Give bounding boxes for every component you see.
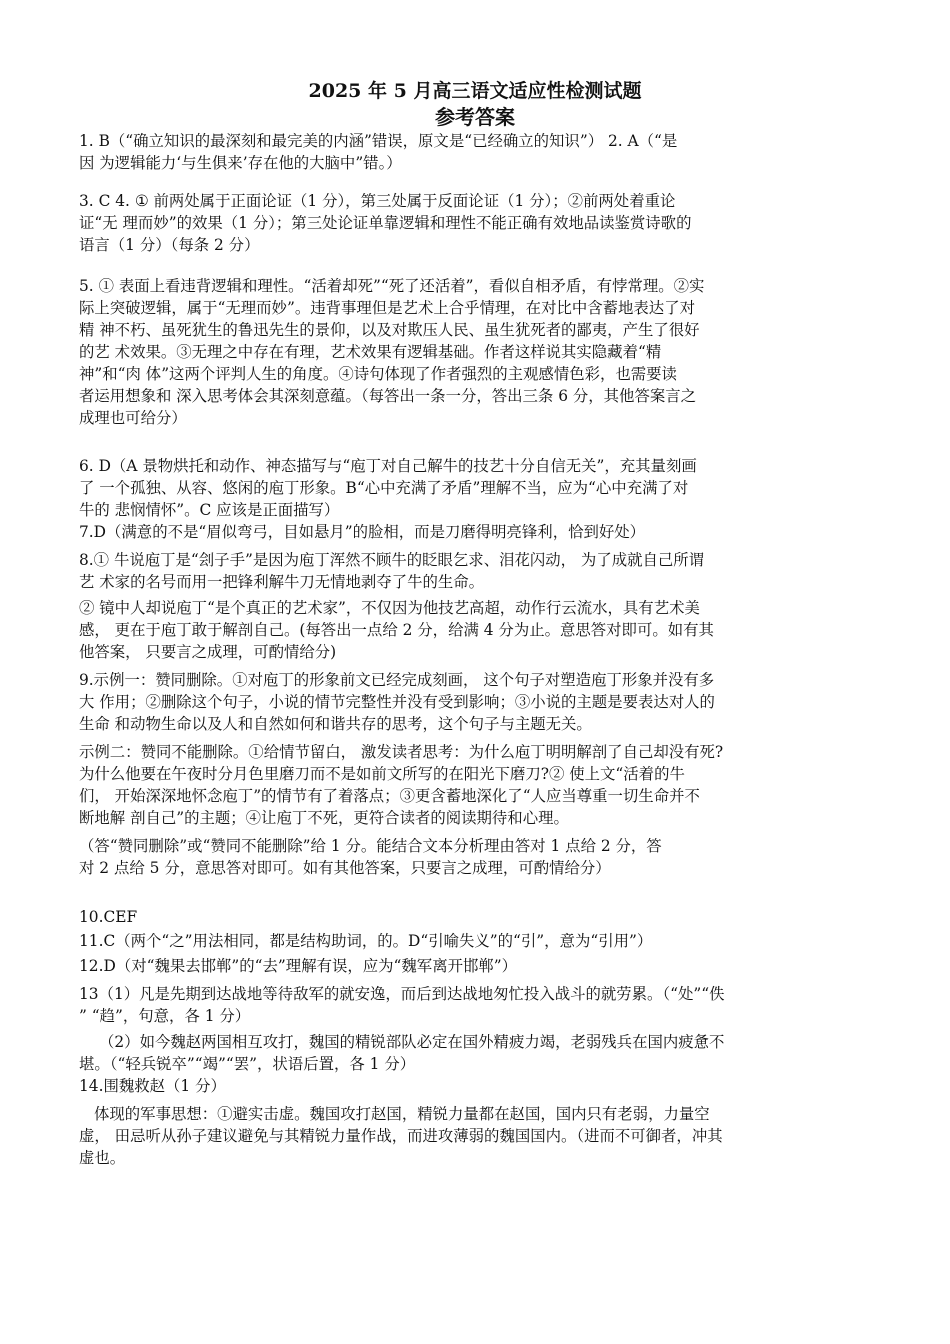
document-title: 2025 年 5 月高三语文适应性检测试题	[308, 80, 642, 102]
answer-line: 9.示例一：赞同删除。①对庖丁的形象前文已经完成刻画， 这个句子对塑造庖丁形象并没有多	[79, 671, 715, 689]
answer-line: 对 2 点给 5 分，意思答对即可。如有其他答案，只要言之成理，可酌情给分）	[79, 859, 611, 877]
answer-line: 神”和“肉 体”这两个评判人生的角度。④诗句体现了作者强烈的主观感情色彩，也需要读	[79, 365, 677, 383]
answer-line: 虚也。	[79, 1149, 126, 1167]
answer-line: 牛的 悲悯情怀”。C 应该是正面描写）	[79, 501, 340, 519]
answer-line: 因 为逻辑能力‘与生俱来’存在他的大脑中”错。）	[79, 154, 402, 172]
answer-line: 6. D（A 景物烘托和动作、神态描写与“庖丁对自己解牛的技艺十分自信无关”，充其量刻画	[79, 457, 697, 475]
answer-line: 者运用想象和 深入思考体会其深刻意蕴。（每答出一条一分，答出三条 6 分，其他答案言之	[79, 387, 697, 405]
answer-line: 大 作用；②删除这个句子，小说的情节完整性并没有受到影响；③小说的主题是要表达对人的	[79, 693, 715, 711]
answer-line: 1. B（“确立知识的最深刻和最完美的内涵”错误，原文是“已经确立的知识”） 2. A（“是	[79, 132, 678, 150]
answer-line: 感， 更在于庖丁敢于解剖自己。(每答出一点给 2 分，给满 4 分为止。意思答对即可。如有其	[79, 621, 714, 639]
answer-line: 3. C 4. ① 前两处属于正面论证（1 分），第三处属于反面论证（1 分）；②前两处着重论	[79, 192, 676, 210]
answer-line: 们， 开始深深地怀念庖丁”的情节有了着落点；③更含蓄地深化了“人应当尊重一切生命并不	[79, 787, 700, 805]
answer-line: 5. ① 表面上看违背逻辑和理性。“活着却死”“死了还活着”，看似自相矛盾，有悖常理。②实	[79, 277, 705, 295]
answer-line: 堪。（“轻兵锐卒”“竭”“罢”，状语后置，各 1 分）	[79, 1055, 416, 1073]
answer-line: ” “趋”，句意，各 1 分）	[79, 1007, 251, 1025]
answer-line: 生命 和动物生命以及人和自然如何和谐共存的思考，这个句子与主题无关。	[79, 715, 592, 733]
answer-line: 11.C（两个“之”用法相同，都是结构助词，的。D“引喻失义”的“引”，意为“引用”）	[79, 932, 653, 950]
answer-line: 的艺 术效果。③无理之中存在有理，艺术效果有逻辑基础。作者这样说其实隐藏着“精	[79, 343, 662, 361]
answer-line: 7.D（满意的不是“眉似弯弓，目如悬月”的脸相，而是刀磨得明亮锋利，恰到好处）	[79, 523, 646, 541]
answer-line: ② 镜中人却说庖丁“是个真正的艺术家”，不仅因为他技艺高超，动作行云流水，具有艺术美	[79, 599, 700, 617]
answer-line: 示例二：赞同不能删除。①给情节留白， 激发读者思考：为什么庖丁明明解剖了自己却没有死?	[79, 743, 724, 761]
answer-line: 虚， 田忌听从孙子建议避免与其精锐力量作战，而进攻薄弱的魏国国内。（进而不可御者，冲其	[79, 1127, 723, 1145]
answer-line: （答“赞同删除”或“赞同不能删除”给 1 分。能结合文本分析理由答对 1 点给 2 分，答	[79, 837, 662, 855]
answer-line: 际上突破逻辑，属于“无理而妙”。违背事理但是艺术上合乎情理，在对比中含蓄地表达了对	[79, 299, 695, 317]
answer-line: 证“无 理而妙”的效果（1 分）；第三处论证单靠逻辑和理性不能正确有效地品读鉴赏诗歌的	[79, 214, 692, 232]
answer-line: 10.CEF	[79, 908, 138, 926]
document-subtitle: 参考答案	[435, 105, 515, 129]
answer-line: 语言（1 分）（每条 2 分）	[79, 236, 260, 254]
answer-line: 成理也可给分）	[79, 409, 187, 427]
answer-line: （2）如今魏赵两国相互攻打，魏国的精锐部队必定在国外精疲力竭，老弱残兵在国内疲惫不	[99, 1033, 725, 1051]
answer-line: 8.① 牛说庖丁是“刽子手”是因为庖丁浑然不顾牛的眨眼乞求、泪花闪动， 为了成就自己所谓	[79, 551, 705, 569]
answer-line: 精 神不朽、虽死犹生的鲁迅先生的景仰，以及对欺压人民、虽生犹死者的鄙夷，产生了很好	[79, 321, 700, 339]
answer-line: 13（1）凡是先期到达战地等待敌军的就安逸，而后到达战地匆忙投入战斗的就劳累。（“处”“佚	[79, 985, 725, 1003]
answer-line: 了 一个孤独、从容、悠闲的庖丁形象。B“心中充满了矛盾”理解不当，应为“心中充满了对	[79, 479, 689, 497]
answer-line: 体现的军事思想：①避实击虚。魏国攻打赵国，精锐力量都在赵国，国内只有老弱，力量空	[94, 1105, 710, 1123]
answer-line: 14.围魏救赵（1 分）	[79, 1077, 226, 1095]
answer-line: 断地解 剖自己”的主题；④让庖丁不死，更符合读者的阅读期待和心理。	[79, 809, 569, 827]
answer-line: 为什么他要在午夜时分月色里磨刀而不是如前文所写的在阳光下磨刀?② 使上文“活着的牛	[79, 765, 685, 783]
answer-line: 他答案， 只要言之成理，可酌情给分)	[79, 643, 337, 661]
answer-line: 12.D（对“魏果去邯郸”的“去”理解有误，应为“魏军离开邯郸”）	[79, 957, 518, 975]
answer-line: 艺 术家的名号而用一把锋利解牛刀无情地剥夺了牛的生命。	[79, 573, 485, 591]
